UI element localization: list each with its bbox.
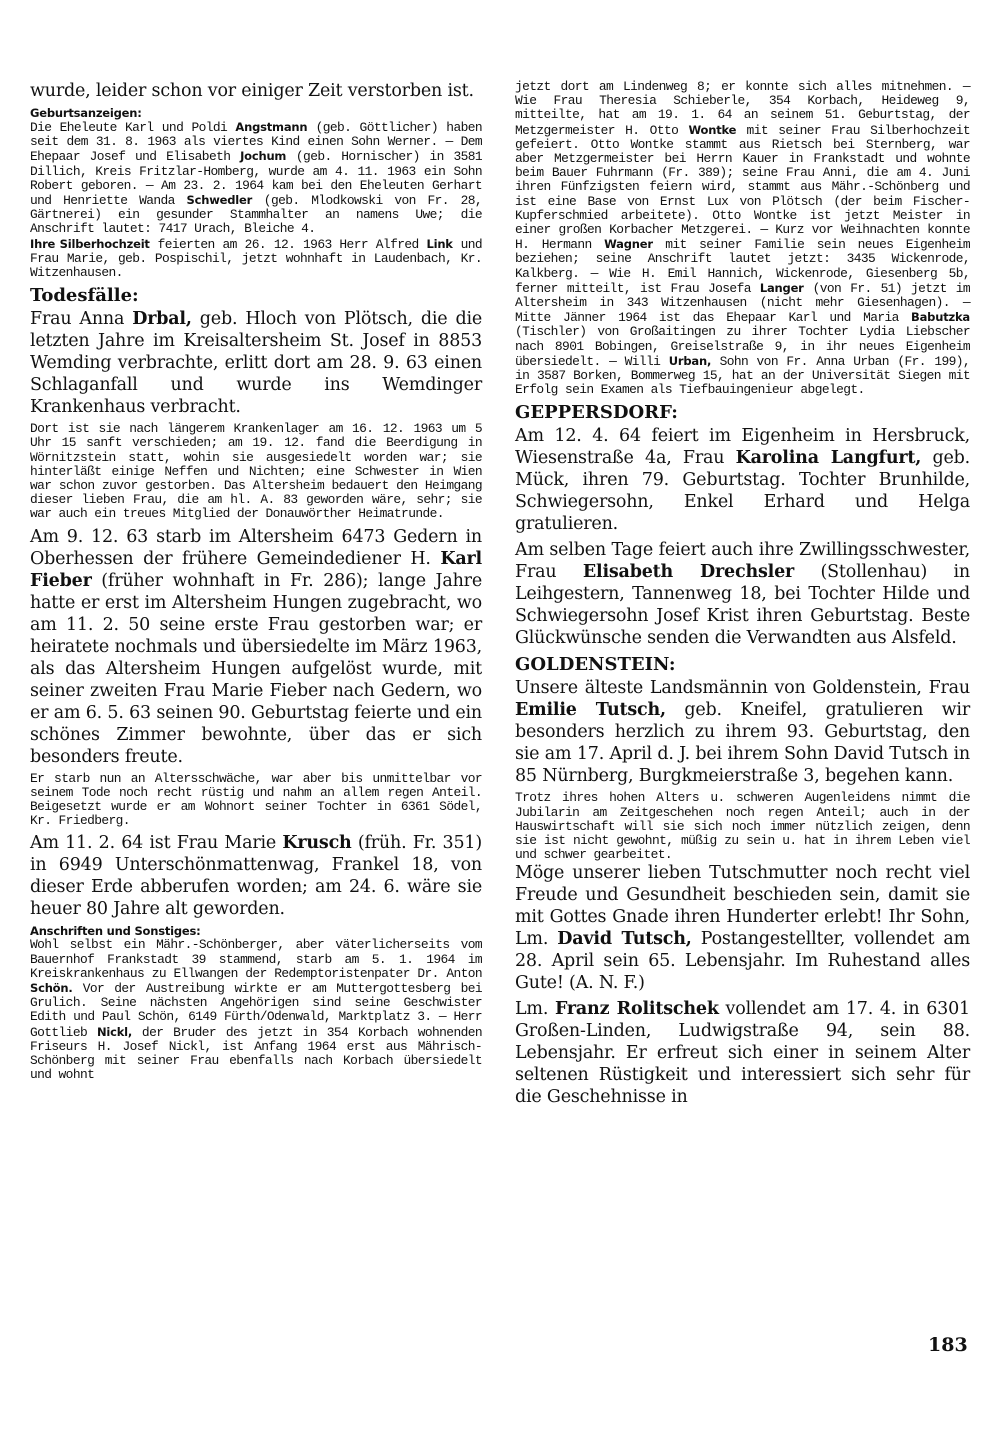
- silver-wedding-notice: [30, 237, 482, 281]
- text: vollendet am 17. 4. in 6301 Großen-Linden, Ludwigstraße 94, sein 88. Lebensjahr. Er erfreut sich einer in seinem Alter seltenen Rüstigkeit und interessiert sich sehr für die Geschehnisse in: [515, 999, 970, 1108]
- text: mit seiner Familie sein neues Eigenheim beziehen; seine Anschrift lautet jetzt: 3435 Wickenrode, Kalkberg. — Wie H. Emil Hannich, Wickenrode, Giesenberg 5b, ferner mitteilt, ist Frau Josefa: [515, 237, 970, 296]
- name: Wontke: [688, 122, 737, 137]
- name: Angstmann: [235, 120, 308, 134]
- text: (Tischler) von Großaitingen zu ihrer Tochter Lydia Liebscher nach 8901 Bobingen, Greiselstraße 9, in ihr neues Eigenheim übersiedelt. — Willi: [515, 324, 970, 369]
- birthday-david-tutsch: [515, 862, 970, 994]
- text: Frau Anna: [30, 309, 133, 330]
- name: Karolina Langfurt,: [735, 448, 922, 469]
- name: Franz Rolitschek: [554, 999, 719, 1020]
- text: Möge unserer lieben Tutschmutter noch recht viel Freude und Gesundheit beschieden sein, damit sie mit Gottes Gnade ihren Hunderter erlebt! Ihr Sohn, Lm.: [515, 863, 970, 950]
- text: Wohl selbst ein Mähr.-Schönberger, aber väterlicherseits vom Bauernhof Frankstadt 39 stammend, starb am 5. 1. 1964 im Kreiskrankenhaus zu Ellwangen der Redemptoristenpater Dr. Anton: [30, 937, 482, 981]
- name: Link: [426, 236, 453, 251]
- text: (geb. Hornischer) in 3581 Dillich, Kreis Fritzlar-Homberg, wurde am 4. 11. 1963 ein Sohn Robert geboren. — Am 23. 2. 1964 kam bei den Eheleuten Gerhart und Henriette Wanda: [30, 149, 482, 209]
- text: (früh. Fr. 351) in 6949 Unterschönmattenwag, Frankel 18, von dieser Erde abberufen worden; am 24. 6. wäre sie heuer 80 Jahre alt geworden.: [30, 833, 482, 920]
- right-column: [515, 80, 970, 1108]
- name: Urban,: [668, 353, 712, 368]
- left-column: [30, 80, 482, 1083]
- text: geb. Hloch von Plötsch, die die letzten Jahre im Kreisaltersheim St. Josef in 8853 Wemding verbrachte, erlitt dort am 28. 9. 63 einen Schlaganfall und wurde ins Wemdinger Krankenhaus verbracht.: [30, 309, 483, 418]
- name: Jochum: [240, 149, 287, 164]
- name: Wagner: [604, 237, 653, 252]
- text: mit seiner Frau Silberhochzeit gefeiert. Otto Wontke stammt aus Rietsch bei Sternberg, war aber Metzgermeister bei Herrn Kauer in Frankstadt und wohnte beim Bauer Fuhrmann (Fr. 389); seine Frau Anni, die am 4. Juni ihren Fünfzigsten feiern wird, stammt aus Mähr.-Schönberg und ist eine Base von Ernst Lux von Plötsch (der beim Fischer-Kupferschmied arbeitete). Otto Wontke ist jetzt Meister in einer großen Korbacher Metzgerei. — Kurz vor Weihnachten konnte H. Hermann: [515, 122, 970, 253]
- text: Am 12. 4. 64 feiert im Eigenheim in Hersbruck, Wiesenstraße 4a, Frau: [515, 426, 970, 469]
- obituary-drbal-detail: Dort ist sie nach längerem Krankenlager am 16. 12. 1963 um 5 Uhr 15 sanft verschieden; am 19. 12. fand die Beerdigung in Wörnitzstein statt, wohin sie ausgesiedelt worden war; sie hinterläßt einige Neffen und Nichten; eine Schwester in Wien war schon zuvor gestorben. Das Altersheim bedauert den Heimgang dieser lieben Frau, die am hl. A. 83 geworden wäre, sehr; sie war auch ein treues Mitglied der Donauwörther Heimatrunde.: [30, 421, 482, 522]
- text: Sohn von Fr. Anna Urban (Fr. 199), in 3587 Borken, Bommerweg 15, hat an der Universität Siegen mit Erfolg sein Examen als Tiefbauingenieur abgelegt.: [515, 353, 970, 398]
- text: Lm.: [515, 999, 555, 1020]
- addresses-notes-continued: [515, 80, 970, 397]
- text: Unsere älteste Landsmännin von Goldenstein, Frau: [515, 678, 970, 699]
- name: Schwedler: [186, 193, 253, 208]
- text: feierten am 26. 12. 1963 Herr Alfred: [149, 236, 427, 252]
- continued-paragraph: [30, 80, 482, 102]
- text: jetzt dort am Lindenweg 8; er konnte sich alles mitnehmen. — Wie Frau Theresia Schieberle, 354 Korbach, Heideweg 9, mitteilte, hat am 19. 1. 64 an seinem 51. Geburtstag, der Metzgermeister H. Otto: [515, 79, 970, 138]
- page-number: 183: [928, 1334, 968, 1356]
- text: geb. Mück, ihren 79. Geburtstag. Tochter Brunhilde, Schwiegersohn, Enkel Erhard und Helga gratulieren.: [515, 448, 971, 535]
- section-heading-geppersdorf: GEPPERSDORF:: [515, 402, 678, 424]
- text: der Bruder des jetzt in 354 Korbach wohnenden Friseurs H. Josef Nickl, ist Anfang 1964 erst aus Mährisch-Schönberg mit seiner Frau ebenfalls nach Korbach übersiedelt und wohnt: [30, 1024, 482, 1083]
- name: Nickl,: [96, 1024, 133, 1039]
- name: Karl Fieber: [30, 548, 482, 591]
- obituary-fieber-detail: Er starb nun an Altersschwäche, war aber bis unmittelbar vor seinem Tode noch recht rüstig und nahm an allem regen Anteil. Beigesetzt wurde er am Wohnort seiner Tochter in 6361 Södel, Kr. Friedberg.: [30, 770, 482, 829]
- section-heading-anschriften: Anschriften und Sonstiges:: [30, 924, 201, 939]
- text: Postangestellter, vollendet am 28. April sein 65. Lebensjahr. Im Ruhestand alles Gute! (A. N. F.): [515, 929, 971, 994]
- obituary-drbal: [30, 308, 482, 418]
- text: und Frau Marie, geb. Pospischil, jetzt wohnhaft in Laudenbach, Kr. Witzenhausen.: [30, 236, 483, 281]
- section-heading-goldenstein: GOLDENSTEIN:: [515, 654, 676, 676]
- text: (früher wohnhaft in Fr. 286); lange Jahre hatte er erst im Altersheim Hungen zugebracht, wo am 11. 2. 50 seine erste Frau gestorben war; er heiratete nochmals und übersiedelte im März 1963, als das Altersheim Hungen aufgelöst wurde, mit seiner zweiten Frau Marie Fieber nach Gedern, wo er am 6. 5. 63 seinen 90. Geburtstag feierte und ein schönes Zimmer bewohnte, über das er sich besonders freute.: [30, 570, 482, 767]
- text: (Stollenhau) in Leihgestern, Tannenweg 18, bei Tochter Hilde und Schwiegersohn Josef Krist ihren Geburtstag. Beste Glückwünsche senden die Verwandten aus Alsfeld.: [515, 562, 971, 649]
- name: Schön.: [30, 981, 73, 996]
- name: Krusch: [282, 833, 352, 854]
- birthday-rolitschek: [515, 998, 970, 1108]
- text: wurde, leider schon vor einiger Zeit verstorben ist.: [30, 81, 474, 101]
- birthday-langfurt: [515, 425, 970, 535]
- name: Babutzka: [911, 310, 970, 325]
- section-heading-geburtsanzeigen: Geburtsanzeigen:: [30, 106, 142, 120]
- section-heading-todesfaelle: Todesfälle:: [30, 285, 139, 307]
- text: Am 11. 2. 64 ist Frau Marie: [30, 833, 283, 854]
- obituary-fieber: [30, 526, 482, 768]
- text: Am 9. 12. 63 starb im Altersheim 6473 Gedern in Oberhessen der frühere Gemeindediener H.: [30, 526, 482, 569]
- text: geb. Kneifel, gratulieren wir besonders herzlich zu ihrem 93. Geburtstag, den sie am 17. April d. J. bei ihrem Sohn David Tutsch in 85 Nürnberg, Burgkmeierstraße 3, begehen kann.: [515, 700, 970, 787]
- birthday-drechsler: [515, 539, 970, 649]
- text: (von Fr. 51) jetzt im Altersheim in 343 Witzenhausen (nicht mehr Giesenhagen). — Mitte Jänner 1964 ist das Ehepaar Karl und Maria: [515, 280, 970, 326]
- name: Langer: [759, 280, 804, 295]
- addresses-notes: [30, 938, 482, 1082]
- name: Drbal,: [132, 309, 192, 330]
- text: Am selben Tage feiert auch ihre Zwillingsschwester, Frau: [515, 540, 970, 583]
- text: (geb. Göttlicher) haben seit dem 31. 8. 1963 als viertes Kind einen Sohn Werner. — Dem Ehepaar Josef und Elisabeth: [30, 120, 482, 165]
- obituary-krusch: [30, 832, 482, 920]
- section-heading-silberhochzeit: Ihre Silberhochzeit: [30, 236, 150, 251]
- text: Die Eheleute Karl und Poldi: [30, 120, 236, 135]
- birth-announcements: [30, 120, 482, 237]
- name: Emilie Tutsch,: [515, 700, 666, 721]
- birthday-tutsch: [515, 677, 970, 787]
- birthday-tutsch-detail: Trotz ihres hohen Alters u. schweren Augenleidens nimmt die Jubilarin am Zeitgeschehen noch regen Anteil; auch in der Hauswirtschaft will sie sich noch immer nützlich zeigen, denn sie ist nicht gewohnt, müßig zu sein u. hat in ihrem Leben viel und schwer gearbeitet.: [515, 790, 970, 863]
- name: Elisabeth Drechsler: [582, 562, 795, 583]
- text: Vor der Austreibung wirkte er am Muttergottesberg bei Grulich. Seine nächsten Angehörigen sind seine Geschwister Edith und Paul Schön, 6149 Fürth/Odenwald, Marktplatz 3. — Herr Gottlieb: [30, 981, 482, 1040]
- name: David Tutsch,: [557, 929, 692, 950]
- text: (geb. Mlodkowski von Fr. 28, Gärtnerei) ein gesunder Stammhalter an namens Uwe; die Anschrift lautet: 7417 Urach, Bleiche 4.: [30, 193, 483, 237]
